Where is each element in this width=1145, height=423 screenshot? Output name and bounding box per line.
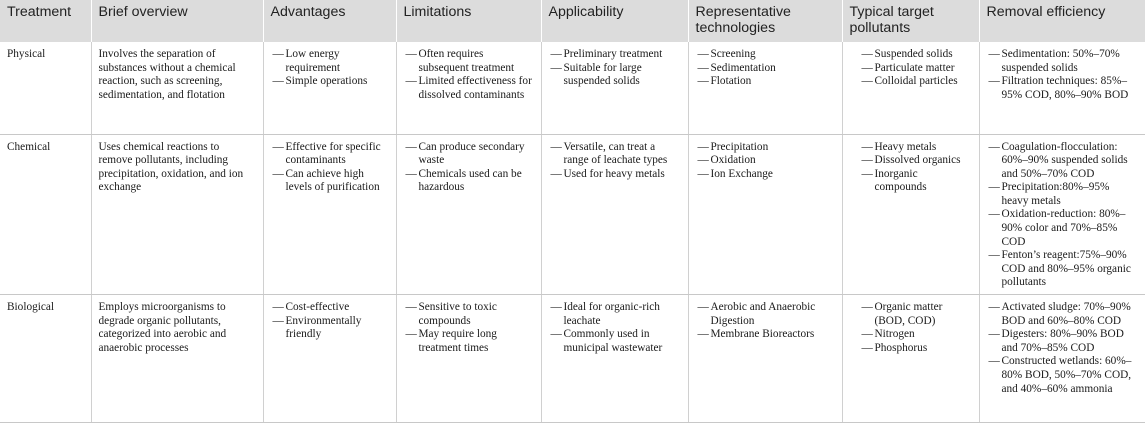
list-item-text: Aerobic and Anaerobic Digestion bbox=[710, 301, 816, 327]
dash-bullet: — bbox=[405, 140, 417, 153]
dash-bullet: — bbox=[988, 355, 1000, 368]
list-item-text: Can achieve high levels of purification bbox=[285, 167, 380, 194]
dash-bullet: — bbox=[272, 301, 284, 314]
list-item-text: Effective for specific contaminants bbox=[285, 140, 381, 167]
list-item-text: Coagulation-flocculation: 60%–90% suspended solids and 50%–70% COD bbox=[1001, 140, 1128, 180]
list-item bbox=[406, 168, 534, 195]
list-item bbox=[406, 48, 534, 75]
applicability-list bbox=[549, 301, 681, 355]
treatment-cell: Physical bbox=[0, 42, 91, 134]
list-item-text: Ideal for organic-rich leachate bbox=[563, 301, 660, 327]
dash-bullet: — bbox=[861, 154, 873, 167]
list-item-text: May require long treatment times bbox=[418, 328, 497, 354]
dash-bullet: — bbox=[988, 208, 1000, 221]
list-item-text: Can produce secondary waste bbox=[418, 140, 525, 167]
list-item-text: Sedimentation: 50%–70% suspended solids bbox=[1001, 48, 1120, 74]
pollutants-list bbox=[850, 301, 972, 355]
overview-cell: Involves the separation of substances without a chemical reaction, such as screening, sedimentation, and flotation bbox=[91, 42, 263, 134]
list-item bbox=[989, 208, 1139, 249]
dash-bullet: — bbox=[861, 61, 873, 74]
applicability-cell bbox=[541, 42, 688, 134]
list-item-text: Ion Exchange bbox=[710, 167, 773, 180]
dash-bullet: — bbox=[550, 48, 562, 60]
list-item bbox=[698, 75, 835, 89]
list-item-text: Commonly used in municipal wastewater bbox=[563, 328, 663, 354]
treatment-cell: Biological bbox=[0, 295, 91, 423]
table-body bbox=[0, 42, 1145, 423]
list-item bbox=[551, 301, 681, 328]
table-row bbox=[0, 134, 1145, 295]
header-advantages: Advantages bbox=[263, 0, 396, 42]
list-item bbox=[273, 301, 389, 315]
list-item-text: Activated sludge: 70%–90% BOD and 60%–80% COD bbox=[1001, 301, 1131, 327]
dash-bullet: — bbox=[861, 140, 873, 153]
list-item-text: Sedimentation bbox=[710, 61, 776, 74]
list-item-text: Suspended solids bbox=[874, 48, 953, 60]
dash-bullet: — bbox=[272, 48, 284, 60]
list-item bbox=[698, 141, 835, 155]
dash-bullet: — bbox=[697, 328, 709, 341]
list-item bbox=[273, 141, 389, 168]
header-typical-target-pollutants: Typical target pollutants bbox=[842, 0, 979, 42]
advantages-cell bbox=[263, 295, 396, 423]
list-item bbox=[989, 75, 1139, 102]
dash-bullet: — bbox=[272, 314, 284, 327]
list-item-text: Digesters: 80%–90% BOD and 70%–85% COD bbox=[1001, 328, 1124, 354]
advantages-cell bbox=[263, 42, 396, 134]
dash-bullet: — bbox=[861, 301, 873, 314]
list-item-text: Screening bbox=[710, 48, 756, 60]
list-item-text: Colloidal particles bbox=[874, 75, 958, 88]
dash-bullet: — bbox=[988, 249, 1000, 262]
list-item bbox=[862, 168, 972, 195]
limitations-cell bbox=[396, 134, 541, 295]
technologies-cell bbox=[688, 42, 842, 134]
list-item-text: Limited effectiveness for dissolved contaminants bbox=[418, 75, 532, 101]
applicability-cell bbox=[541, 134, 688, 295]
dash-bullet: — bbox=[861, 75, 873, 88]
dash-bullet: — bbox=[272, 140, 284, 153]
dash-bullet: — bbox=[405, 48, 417, 60]
dash-bullet: — bbox=[861, 341, 873, 354]
pollutants-cell bbox=[842, 295, 979, 423]
list-item bbox=[406, 141, 534, 168]
dash-bullet: — bbox=[988, 301, 1000, 314]
list-item bbox=[551, 141, 681, 168]
dash-bullet: — bbox=[272, 167, 284, 180]
list-item bbox=[862, 328, 972, 342]
limitations-cell bbox=[396, 295, 541, 423]
list-item-text: Oxidation bbox=[710, 154, 756, 167]
header-representative-technologies: Representative technologies bbox=[688, 0, 842, 42]
list-item-text: Flotation bbox=[710, 75, 752, 88]
table-row bbox=[0, 42, 1145, 134]
list-item bbox=[862, 75, 972, 89]
dash-bullet: — bbox=[697, 301, 709, 314]
header-treatment: Treatment bbox=[0, 0, 91, 42]
dash-bullet: — bbox=[988, 181, 1000, 194]
list-item-text: Inorganic compounds bbox=[874, 167, 927, 194]
dash-bullet: — bbox=[697, 75, 709, 88]
list-item bbox=[989, 301, 1139, 328]
list-item bbox=[862, 141, 972, 155]
list-item bbox=[406, 328, 534, 355]
list-item bbox=[551, 328, 681, 355]
dash-bullet: — bbox=[988, 75, 1000, 88]
list-item bbox=[406, 301, 534, 328]
advantages-list bbox=[271, 48, 389, 89]
technologies-cell bbox=[688, 134, 842, 295]
list-item bbox=[862, 301, 972, 328]
list-item bbox=[698, 154, 835, 168]
limitations-list bbox=[404, 48, 534, 102]
dash-bullet: — bbox=[861, 328, 873, 341]
list-item bbox=[273, 168, 389, 195]
list-item bbox=[989, 355, 1139, 396]
applicability-list bbox=[549, 48, 681, 89]
list-item-text: Used for heavy metals bbox=[563, 167, 665, 180]
treatment-cell: Chemical bbox=[0, 134, 91, 295]
list-item-text: Versatile, can treat a range of leachate types bbox=[563, 140, 668, 167]
list-item-text: Suitable for large suspended solids bbox=[563, 61, 642, 88]
table-row bbox=[0, 295, 1145, 423]
list-item-text: Phosphorus bbox=[874, 341, 928, 354]
list-item-text: Membrane Bioreactors bbox=[710, 328, 815, 341]
dash-bullet: — bbox=[988, 328, 1000, 341]
list-item bbox=[862, 342, 972, 356]
list-item-text: Dissolved organics bbox=[874, 154, 961, 167]
list-item bbox=[989, 48, 1139, 75]
efficiency-cell bbox=[979, 295, 1145, 423]
dash-bullet: — bbox=[988, 48, 1000, 60]
efficiency-cell bbox=[979, 42, 1145, 134]
pollutants-cell bbox=[842, 134, 979, 295]
advantages-list bbox=[271, 301, 389, 342]
list-item bbox=[862, 48, 972, 62]
efficiency-cell bbox=[979, 134, 1145, 295]
list-item-text: Cost-effective bbox=[285, 301, 350, 314]
list-item bbox=[273, 48, 389, 75]
list-item-text: Low energy requirement bbox=[285, 48, 341, 74]
list-item-text: Precipitation bbox=[710, 140, 769, 153]
efficiency-list bbox=[987, 301, 1139, 396]
list-item-text: Heavy metals bbox=[874, 140, 937, 153]
list-item-text: Nitrogen bbox=[874, 328, 915, 341]
list-item-text: Precipitation:80%–95% heavy metals bbox=[1001, 181, 1110, 207]
dash-bullet: — bbox=[988, 140, 1000, 153]
advantages-cell bbox=[263, 134, 396, 295]
technologies-list bbox=[696, 48, 835, 89]
list-item-text: Environmentally friendly bbox=[285, 314, 362, 341]
list-item-text: Often requires subsequent treatment bbox=[418, 48, 515, 74]
list-item-text: Particulate matter bbox=[874, 61, 955, 74]
dash-bullet: — bbox=[550, 61, 562, 74]
list-item bbox=[698, 62, 835, 76]
list-item bbox=[862, 154, 972, 168]
pollutants-list bbox=[850, 48, 972, 89]
list-item-text: Chemicals used can be hazardous bbox=[418, 167, 522, 194]
header-brief-overview: Brief overview bbox=[91, 0, 263, 42]
list-item bbox=[989, 181, 1139, 208]
list-item bbox=[862, 62, 972, 76]
list-item bbox=[551, 48, 681, 62]
list-item-text: Constructed wetlands: 60%–80% BOD, 50%–70% COD, and 40%–60% ammonia bbox=[1001, 355, 1132, 395]
limitations-list bbox=[404, 141, 534, 195]
efficiency-list bbox=[987, 141, 1139, 291]
limitations-list bbox=[404, 301, 534, 355]
header-limitations: Limitations bbox=[396, 0, 541, 42]
list-item bbox=[698, 48, 835, 62]
list-item-text: Sensitive to toxic compounds bbox=[418, 301, 497, 327]
dash-bullet: — bbox=[405, 167, 417, 180]
technologies-list bbox=[696, 301, 835, 342]
efficiency-list bbox=[987, 48, 1139, 102]
dash-bullet: — bbox=[697, 61, 709, 74]
header-applicability: Applicability bbox=[541, 0, 688, 42]
dash-bullet: — bbox=[697, 154, 709, 167]
list-item bbox=[989, 141, 1139, 182]
list-item bbox=[698, 168, 835, 182]
list-item bbox=[551, 62, 681, 89]
list-item-text: Simple operations bbox=[285, 75, 368, 88]
list-item-text: Preliminary treatment bbox=[563, 48, 663, 60]
technologies-cell bbox=[688, 295, 842, 423]
advantages-list bbox=[271, 141, 389, 195]
dash-bullet: — bbox=[861, 167, 873, 180]
overview-cell: Uses chemical reactions to remove pollutants, including precipitation, oxidation, and ion exchange bbox=[91, 134, 263, 295]
dash-bullet: — bbox=[861, 48, 873, 60]
applicability-cell bbox=[541, 295, 688, 423]
list-item bbox=[406, 75, 534, 102]
list-item bbox=[551, 168, 681, 182]
dash-bullet: — bbox=[405, 328, 417, 341]
dash-bullet: — bbox=[550, 167, 562, 180]
header-row bbox=[0, 0, 1145, 42]
list-item bbox=[698, 301, 835, 328]
limitations-cell bbox=[396, 42, 541, 134]
dash-bullet: — bbox=[550, 140, 562, 153]
header-removal-efficiency: Removal efficiency bbox=[979, 0, 1145, 42]
technologies-list bbox=[696, 141, 835, 182]
dash-bullet: — bbox=[405, 301, 417, 314]
list-item bbox=[989, 328, 1139, 355]
list-item-text: Organic matter (BOD, COD) bbox=[874, 301, 943, 327]
list-item bbox=[273, 75, 389, 89]
list-item-text: Fenton’s reagent:75%–90% COD and 80%–95% organic pollutants bbox=[1001, 249, 1131, 289]
dash-bullet: — bbox=[405, 75, 417, 88]
pollutants-list bbox=[850, 141, 972, 195]
list-item bbox=[273, 315, 389, 342]
dash-bullet: — bbox=[272, 75, 284, 88]
list-item bbox=[698, 328, 835, 342]
dash-bullet: — bbox=[550, 301, 562, 314]
dash-bullet: — bbox=[697, 48, 709, 60]
dash-bullet: — bbox=[697, 167, 709, 180]
pollutants-cell bbox=[842, 42, 979, 134]
overview-cell: Employs microorganisms to degrade organic pollutants, categorized into aerobic and anaerobic processes bbox=[91, 295, 263, 423]
list-item-text: Filtration techniques: 85%–95% COD, 80%–90% BOD bbox=[1001, 75, 1129, 101]
applicability-list bbox=[549, 141, 681, 182]
table-header bbox=[0, 0, 1145, 42]
dash-bullet: — bbox=[697, 140, 709, 153]
list-item-text: Oxidation-reduction: 80%–90% color and 70%–85% COD bbox=[1001, 208, 1126, 248]
list-item bbox=[989, 249, 1139, 290]
dash-bullet: — bbox=[550, 328, 562, 341]
